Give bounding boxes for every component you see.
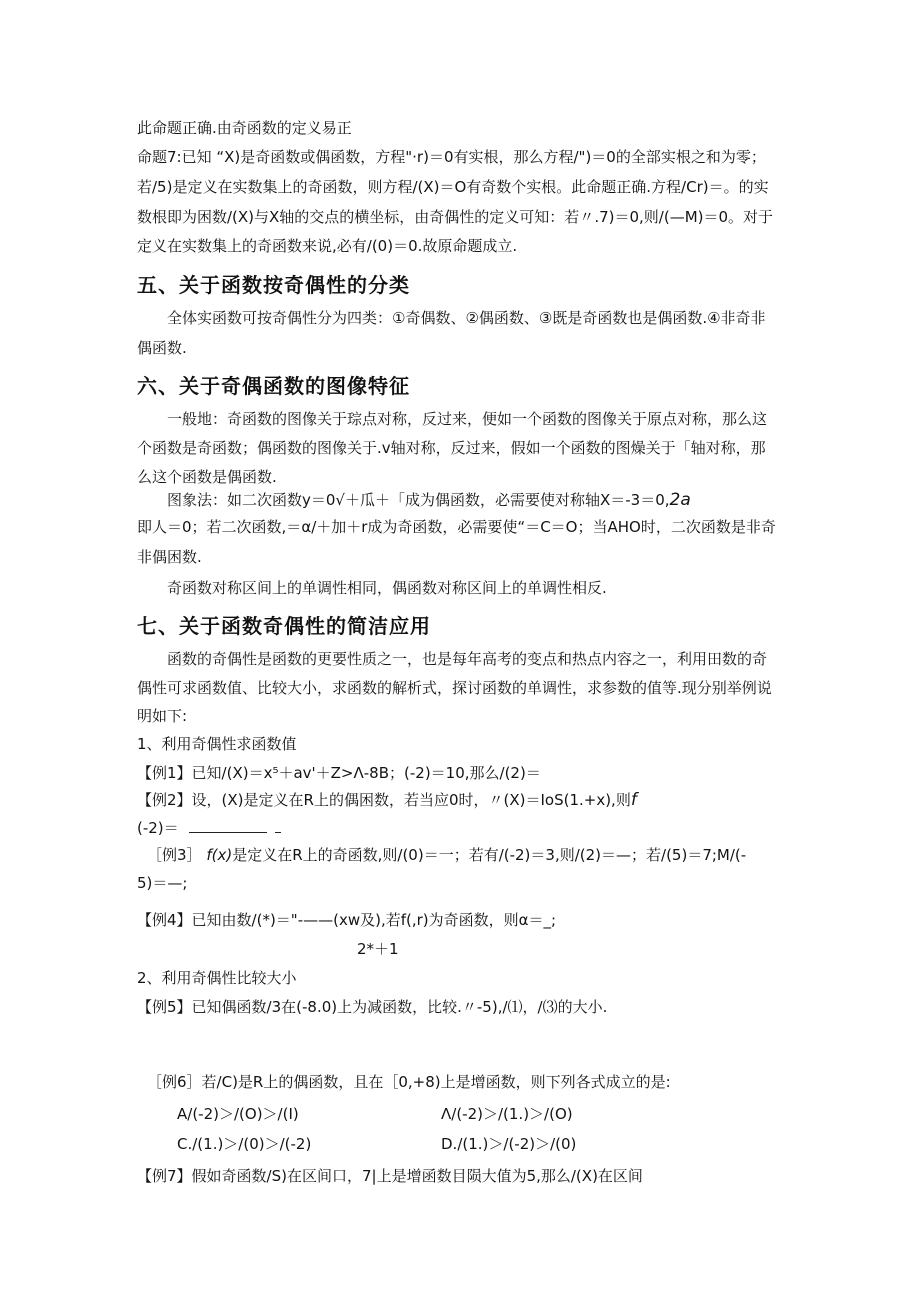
answer-blank — [189, 820, 267, 833]
example-6: ［例6］若/C)是R上的偶函数，且在［0,+8)上是增函数，则下列各式成立的是: — [147, 1073, 671, 1091]
option-c: C./(1.)＞/(0)＞/(-2) — [177, 1135, 312, 1153]
text-span: 图象法：如二次函数y＝0√＋瓜＋「成为偶函数，必需要使对称轴X＝-3＝0, — [167, 491, 670, 509]
text-line: 数根即为困数/(X)与X轴的交点的横坐标，由奇偶性的定义可知：若〃.7)＝0,则/(—M)＝0。对于 — [137, 208, 774, 226]
formula-span: f(x) — [206, 846, 233, 864]
text-line: 一般地：奇函数的图像关于琮点对称，反过来，便如一个函数的图像关于原点对称，那么这 — [167, 410, 768, 428]
text-line: 若/5)是定义在实数集上的奇函数，则方程/(X)＝O有奇数个实根。此命题正确.方程/Cr)＝。的实 — [137, 178, 769, 196]
example-1: 【例1】已知/(X)＝x⁵＋av'＋Z>Λ-8B；(-2)＝10,那么/(2)＝ — [137, 764, 541, 782]
example-3 — [147, 844, 746, 866]
text-line: 偶函数. — [137, 339, 187, 357]
example-5: 【例5】已知偶函数/3在(-8.0)上为减函数，比较.〃-5),/⑴，/⑶的大小. — [137, 998, 608, 1016]
text-span: 是定义在R上的奇函数,则/(0)＝一；若有/(-2)＝3,则/(2)＝—；若/(5)＝7;M/(- — [232, 846, 747, 864]
option-d: D./(1.)＞/(-2)＞/(0) — [441, 1135, 577, 1153]
text-line: 明如下: — [137, 707, 188, 725]
example-2 — [137, 789, 637, 811]
example-4: 【例4】已知由数/(*)＝"-——(xw及),若f(,r)为奇函数，则α＝_; — [137, 911, 557, 929]
text-line: 函数的奇偶性是函数的更要性质之一，也是每年高考的变点和热点内容之一，利用田数的奇 — [167, 650, 768, 668]
text-line: 非偶困数. — [137, 548, 202, 566]
subsection-title: 2、利用奇偶性比较大小 — [137, 969, 297, 987]
text-span: (-2)＝ — [137, 819, 179, 837]
text-line: 定义在实数集上的奇函数来说,必有/(0)＝0.故原命题成立. — [137, 237, 518, 255]
text-line: 个函数是奇函数；偶函数的图像关于.v轴对称，反过来，假如一个函数的图燥关于「轴对称，那 — [137, 439, 766, 457]
text-line: 偶性可求函数值、比较大小，求函数的解析式，探讨函数的单调性，求参数的值等.现分别举例说 — [137, 679, 772, 697]
section-heading-7: 七、关于函数奇偶性的简洁应用 — [137, 614, 431, 638]
formula-span: f — [630, 790, 637, 810]
section-heading-6: 六、关于奇偶函数的图像特征 — [137, 374, 410, 398]
section-heading-5: 五、关于函数按奇偶性的分类 — [137, 273, 410, 297]
example-2-answer-line — [137, 817, 281, 839]
text-span: 【例2】设，(X)是定义在R上的偶困数，若当应0时，〃(X)＝IoS(1.+x),则 — [137, 791, 631, 809]
subsection-title: 1、利用奇偶性求函数值 — [137, 735, 297, 753]
example-7: 【例7】假如奇函数/S)在区间口，7|上是增函数目陨大值为5,那么/(X)在区间 — [137, 1167, 643, 1185]
formula-span: 2a — [669, 490, 691, 510]
text-line: 奇函数对称区间上的单调性相同，偶函数对称区间上的单调性相反. — [167, 579, 607, 597]
text-line: 即人＝0；若二次函数,＝α/＋加＋r成为奇函数，必需要使“＝C＝O；当AHO时，二次函数是非奇 — [137, 518, 776, 536]
text-line — [167, 489, 691, 511]
text-line: 5)＝—; — [137, 874, 188, 892]
option-a: A/(-2)＞/(O)＞/(I) — [177, 1105, 299, 1123]
fraction-denominator: 2*＋1 — [357, 940, 399, 958]
text-span: ［例3］ — [147, 846, 202, 864]
text-line: 此命题正确.由奇函数的定义易正 — [137, 119, 352, 137]
text-line: 命题7:已知 “X)是奇函数或偶函数，方程"·r)＝0有实根，那么方程/")＝0的全部实根之和为零； — [137, 148, 766, 166]
answer-blank-tail — [275, 820, 281, 833]
text-line: 全体实函数可按奇偶性分为四类：①奇偶数、②偶函数、③既是奇函数也是偶函数.④非奇非 — [167, 309, 766, 327]
option-b: Λ/(-2)＞/(1.)＞/(O) — [441, 1105, 573, 1123]
text-line: 么这个函数是偶函数. — [137, 468, 277, 486]
